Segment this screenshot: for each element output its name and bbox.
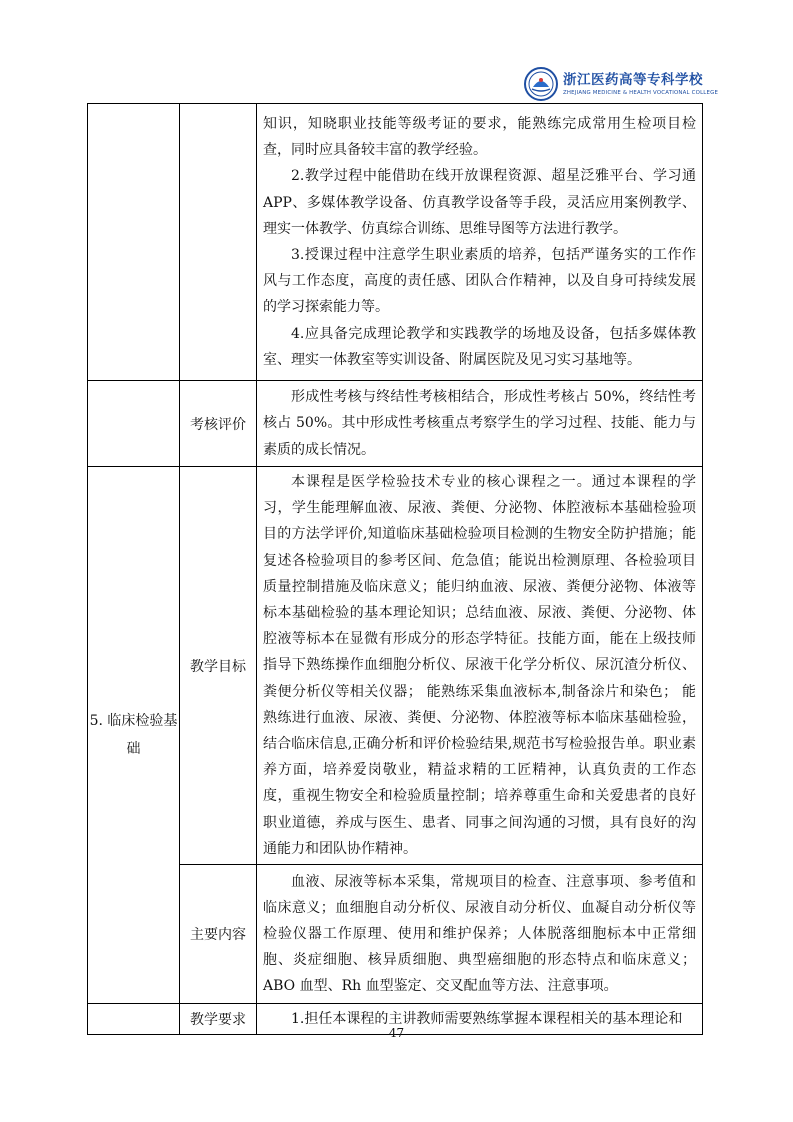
content-label: 主要内容 [180,865,257,1004]
page-number: 47 [388,1026,405,1040]
empty-course-cell [88,104,180,381]
paragraph: 4.应具备完成理论教学和实践教学的场地及设备，包括多媒体教室、理实一体教室等实训设备、附属医院及见习实习基地等。 [263,325,696,368]
curriculum-table [87,103,703,1035]
content-text: 血液、尿液等标本采集，常规项目的检查、注意事项、参考值和临床意义；血细胞自动分析仪、尿液自动分析仪、血凝自动分析仪等检验仪器工作原理、使用和维护保养；人体脱落细胞标本中正常细胞、炎症细胞、核异质细胞、典型癌细胞的形态特点和临床意义；ABO 血型、Rh 血型鉴定、交叉配血等方法、注意事项。 [257,865,703,1004]
objectives-text: 本课程是医学检验技术专业的核心课程之一。通过本课程的学习，学生能理解血液、尿液、粪便、分泌物、体腔液标本基础检验项目的方法学评价,知道临床基础检验项目检测的生物安全防护措施；能复述各检验项目的参考区间、危急值；能说出检测原理、各检验项目质量控制措施及临床意义；能归纳血液、尿液、粪便分泌物、体液等标本基础检验的基本理论知识；总结血液、尿液、粪便、分泌物、体腔液等标本在显微有形成分的形态学特征。技能方面，能在上级技师指导下熟练操作血细胞分析仪、尿液干化学分析仪、尿沉渣分析仪、粪便分析仪等相关仪器； 能熟练采集血液标本,制备涂片和染色； 能熟练进行血液、尿液、粪便、分泌物、体腔液等标本临床基础检验，结合临床信息,正确分析和评价检验结果,规范书写检验报告单。职业素养方面，培养爱岗敬业，精益求精的工匠精神，认真负责的工作态度，重视生物安全和检验质量控制；培养尊重生命和关爱患者的良好职业道德，养成与医生、患者、同事之间沟通的习惯，具有良好的沟通能力和团队协作精神。 [257,467,703,865]
table-row [88,104,703,381]
table-row [88,865,703,1004]
requirements-label: 教学要求 [180,1004,257,1035]
logo-english-name: ZHEJIANG MEDICINE & HEALTH VOCATIONAL COLLEGE [563,90,719,96]
course-name: 5. 临床检验基础 [88,467,180,1004]
logo-chinese-name: 浙江医药高等专科学校 [563,72,703,88]
college-emblem-icon [524,67,558,101]
college-logo [524,66,734,102]
paragraph: 3.授课过程中注意学生职业素质的培养，包括严谨务实的工作作风与工作态度，高度的责任感、团队合作精神，以及自身可持续发展的学习探索能力等。 [263,247,696,316]
teaching-requirements-continued [257,104,703,381]
table-row [88,467,703,865]
empty-course-cell [88,381,180,467]
assessment-label: 考核评价 [180,381,257,467]
objectives-label: 教学目标 [180,467,257,865]
paragraph: 2.教学过程中能借助在线开放课程资源、超星泛雅平台、学习通 APP、多媒体教学设备、仿真教学设备等手段，灵活应用案例教学、理实一体教学、仿真综合训练、思维导图等方法进行教学。 [263,168,696,237]
paragraph: 知识，知晓职业技能等级考证的要求，能熟练完成常用生检项目检查，同时应具备较丰富的教学经验。 [263,115,696,159]
empty-label-cell [180,104,257,381]
requirements-text: 1.担任本课程的主讲教师需要熟练掌握本课程相关的基本理论和 [257,1004,703,1035]
table-row [88,381,703,467]
assessment-text: 形成性考核与终结性考核相结合，形成性考核占 50%，终结性考核占 50%。其中形成性考核重点考察学生的学习过程、技能、能力与素质的成长情况。 [257,381,703,467]
